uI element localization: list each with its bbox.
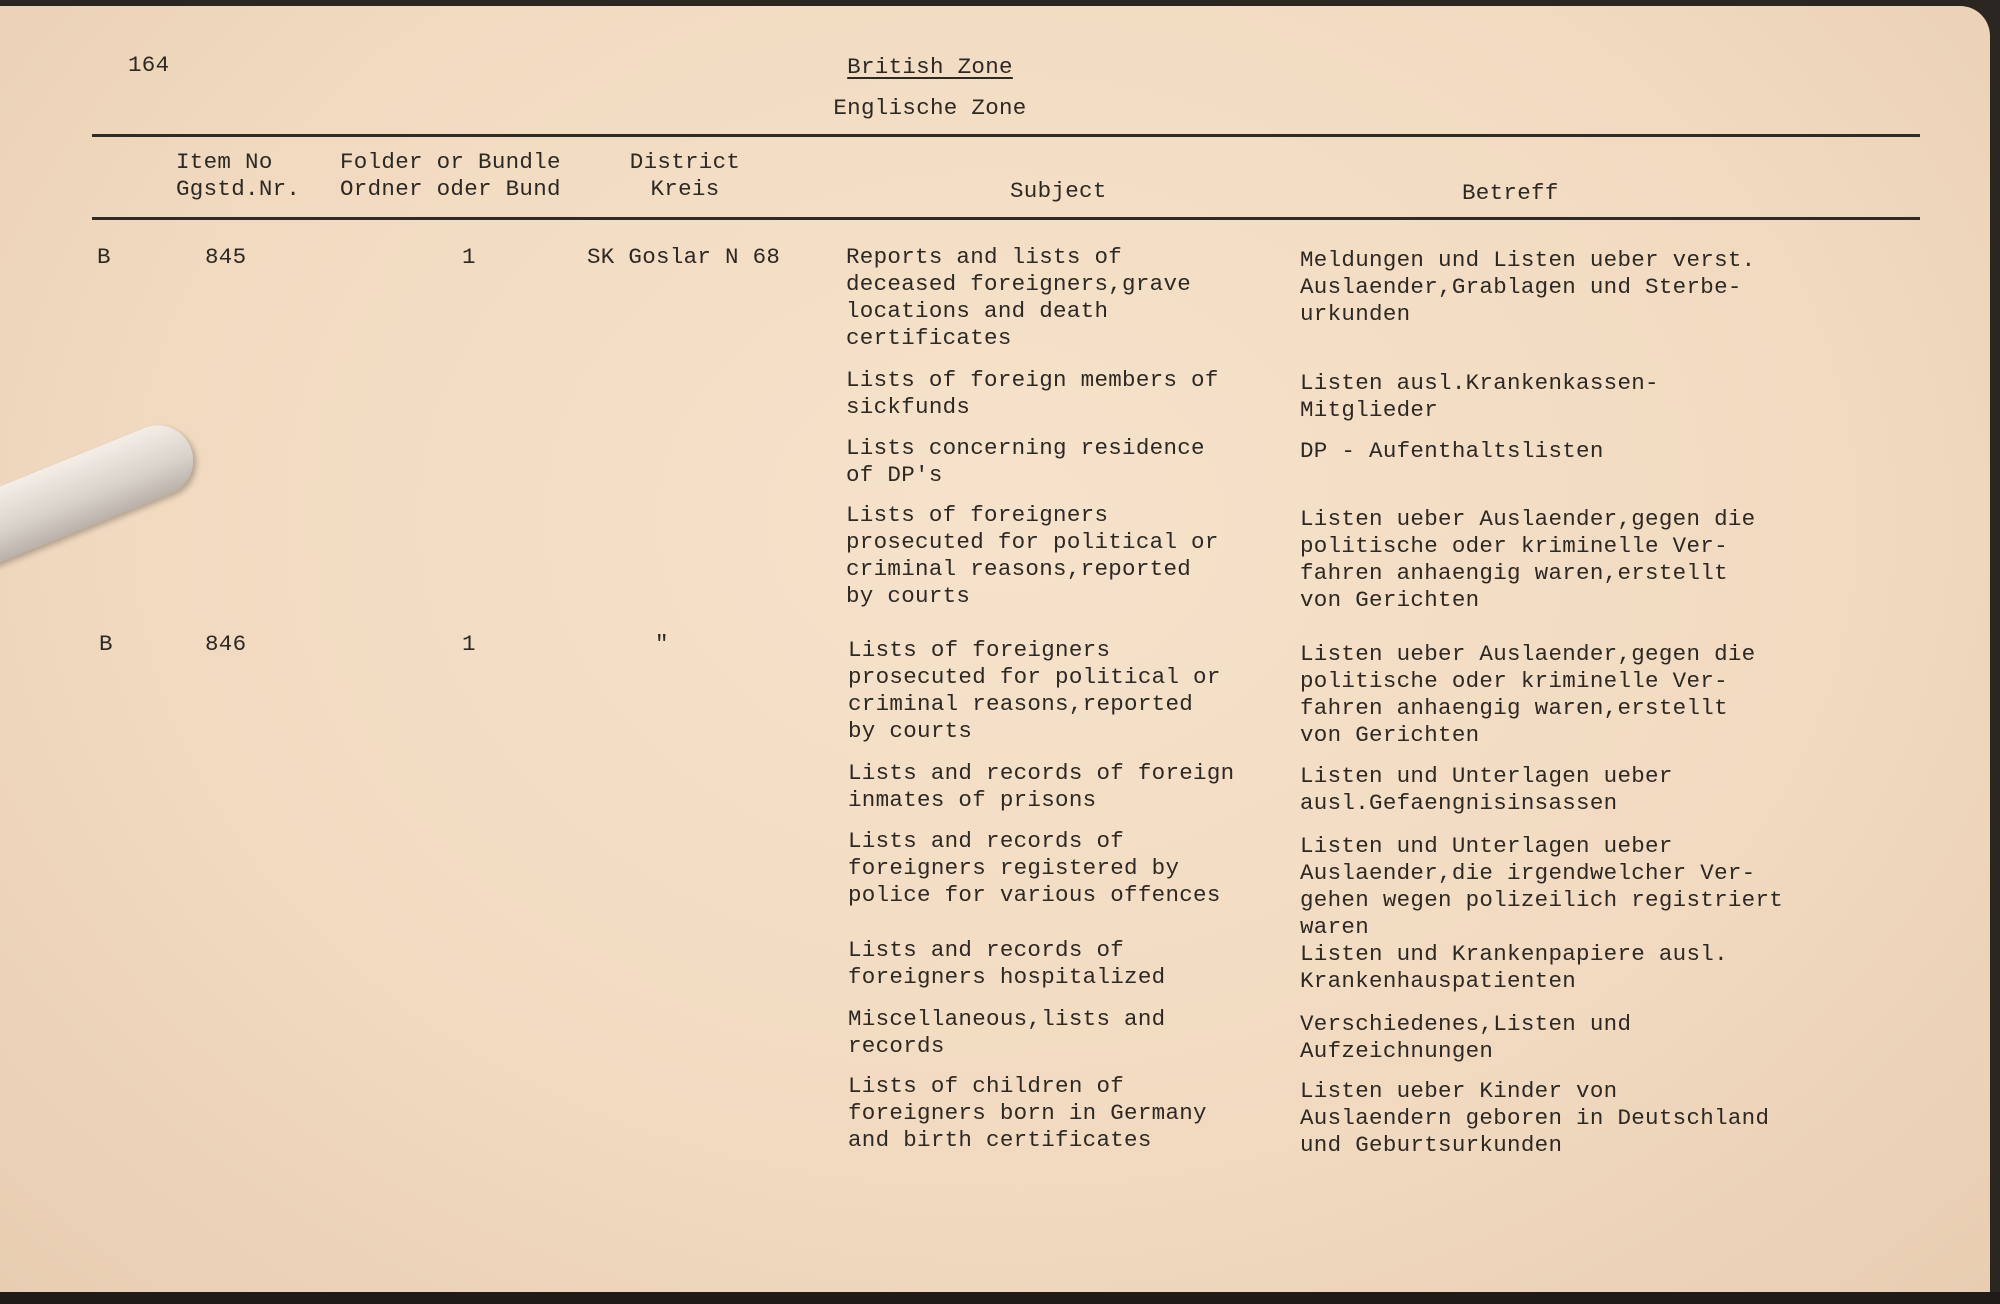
subject-entry: Lists and records of foreigners hospitalized bbox=[848, 937, 1166, 990]
header-betreff: Betreff bbox=[1462, 180, 1559, 206]
subject-entry: Lists of children of foreigners born in Germany and birth certificates bbox=[848, 1073, 1207, 1153]
betreff-entry: DP - Aufenthaltslisten bbox=[1300, 438, 1604, 464]
district: SK Goslar N 68 bbox=[587, 244, 781, 270]
scan-edge bbox=[0, 1292, 2000, 1304]
series-letter: B bbox=[99, 631, 113, 657]
document-page bbox=[0, 6, 1990, 1292]
betreff-entry: Listen und Krankenpapiere ausl. Krankenhauspatienten bbox=[1300, 941, 1728, 994]
header-subject: Subject bbox=[1010, 178, 1107, 204]
folder-number: 1 bbox=[462, 631, 476, 657]
title-english: British Zone bbox=[847, 54, 1013, 80]
item-number: 845 bbox=[205, 244, 247, 270]
pen-object bbox=[0, 415, 204, 577]
subject-entry: Lists of foreigners prosecuted for political or criminal reasons,reported by courts bbox=[848, 637, 1221, 744]
page-number: 164 bbox=[128, 52, 170, 78]
subject-entry: Lists of foreigners prosecuted for political or criminal reasons,reported by courts bbox=[846, 502, 1219, 609]
betreff-entry: Listen ueber Auslaender,gegen die politische oder kriminelle Ver- fahren anhaengig waren,erstellt von Gerichten bbox=[1300, 506, 1756, 613]
subject-entry: Lists concerning residence of DP's bbox=[846, 435, 1205, 488]
subject-entry: Lists of foreign members of sickfunds bbox=[846, 367, 1219, 420]
folder-number: 1 bbox=[462, 244, 476, 270]
header-top-rule bbox=[92, 134, 1920, 137]
betreff-entry: Meldungen und Listen ueber verst. Auslaender,Grablagen und Sterbe- urkunden bbox=[1300, 247, 1756, 327]
betreff-entry: Listen ausl.Krankenkassen- Mitglieder bbox=[1300, 370, 1659, 423]
subject-entry: Lists and records of foreign inmates of prisons bbox=[848, 760, 1235, 813]
subject-entry: Lists and records of foreigners registered by police for various offences bbox=[848, 828, 1221, 908]
betreff-entry: Listen und Unterlagen ueber ausl.Gefaengnisinsassen bbox=[1300, 763, 1673, 816]
header-item-no: Item No Ggstd.Nr. bbox=[176, 149, 301, 202]
betreff-entry: Listen und Unterlagen ueber Auslaender,die irgendwelcher Ver- gehen wegen polizeilich registriert waren bbox=[1300, 833, 1784, 940]
betreff-entry: Listen ueber Auslaender,gegen die politische oder kriminelle Ver- fahren anhaengig waren,erstellt von Gerichten bbox=[1300, 641, 1756, 748]
betreff-entry: Verschiedenes,Listen und Aufzeichnungen bbox=[1300, 1011, 1632, 1064]
item-number: 846 bbox=[205, 631, 247, 657]
district-ditto: " bbox=[655, 631, 669, 657]
header-bottom-rule bbox=[92, 217, 1920, 220]
subject-entry: Miscellaneous,lists and records bbox=[848, 1006, 1166, 1059]
betreff-entry: Listen ueber Kinder von Auslaendern geboren in Deutschland und Geburtsurkunden bbox=[1300, 1078, 1770, 1158]
title-german: Englische Zone bbox=[833, 95, 1027, 121]
series-letter: B bbox=[97, 244, 111, 270]
subject-entry: Reports and lists of deceased foreigners,grave locations and death certificates bbox=[846, 244, 1192, 351]
header-district: District Kreis bbox=[629, 149, 741, 202]
header-folder: Folder or Bundle Ordner oder Bund bbox=[340, 149, 561, 202]
